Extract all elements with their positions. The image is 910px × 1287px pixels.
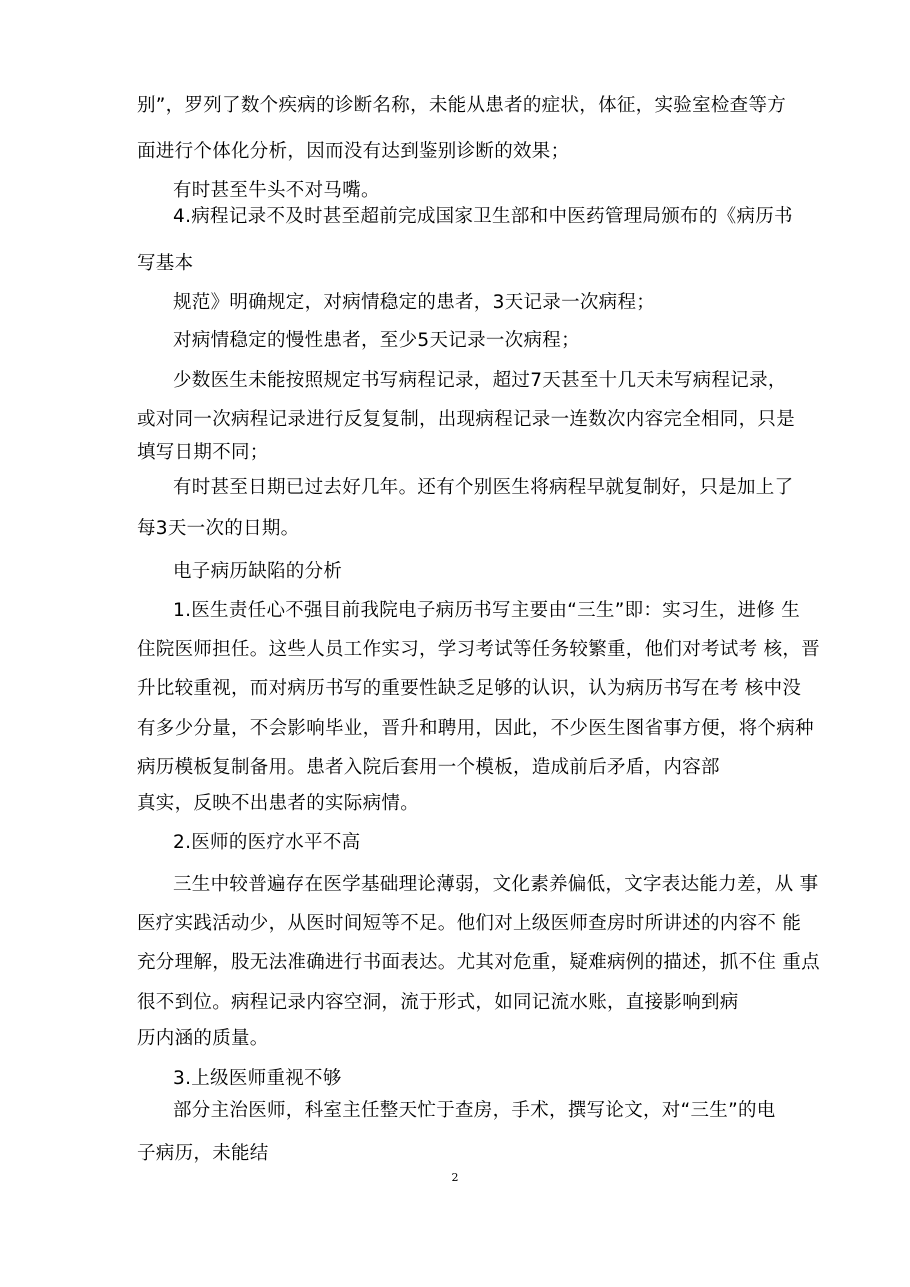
text-line: 历内涵的质量。 bbox=[137, 1028, 269, 1049]
text-line: 充分理解，股无法准确进行书面表达。尤其对危重，疑难病例的描述，抓不住 重点 bbox=[137, 952, 820, 973]
text-line: 真实，反映不出患者的实际病情。 bbox=[137, 793, 420, 814]
text-line: 有时甚至牛头不对马嘴。 bbox=[173, 180, 380, 201]
text-line: 病历模板复制备用。患者入院后套用一个模板，造成前后矛盾，内容部 bbox=[137, 757, 720, 778]
page-number: 2 bbox=[451, 1171, 459, 1184]
text-line: 住院医师担任。这些人员工作实习，学习考试等任务较繁重，他们对考试考 核，晋 bbox=[137, 639, 820, 660]
text-line: 有多少分量，不会影响毕业，晋升和聘用，因此，不少医生图省事方便，将个病种 bbox=[137, 718, 814, 739]
text-line: 填写日期不同； bbox=[137, 442, 269, 463]
section-heading: 3.上级医师重视不够 bbox=[173, 1068, 342, 1089]
text-line: 面进行个体化分析，因而没有达到鉴别诊断的效果； bbox=[137, 141, 570, 162]
text-line: 升比较重视，而对病历书写的重要性缺乏足够的认识，认为病历书写在考 核中没 bbox=[137, 678, 802, 699]
text-line: 医疗实践活动少，从医时间短等不足。他们对上级医师查房时所讲述的内容不 能 bbox=[137, 913, 802, 934]
text-line: 规范》明确规定，对病情稳定的患者，3天记录一次病程； bbox=[173, 292, 656, 313]
text-line: 很不到位。病程记录内容空洞，流于形式，如同记流水账，直接影响到病 bbox=[137, 992, 739, 1013]
text-line: 别”，罗列了数个疾病的诊断名称，未能从患者的症状，体征，实验室检查等方 bbox=[137, 95, 787, 116]
text-line: 每3天一次的日期。 bbox=[137, 518, 300, 539]
text-line: 1.医生责任心不强目前我院电子病历书写主要由“三生”即：实习生，进修 生 bbox=[173, 600, 801, 621]
text-line: 写基本 bbox=[137, 253, 194, 274]
section-heading: 电子病历缺陷的分析 bbox=[173, 561, 343, 582]
text-line: 少数医生未能按照规定书写病程记录，超过7天甚至十几天未写病程记录， bbox=[173, 370, 787, 391]
text-line: 子病历，未能结 bbox=[137, 1143, 269, 1164]
text-line: 或对同一次病程记录进行反复复制，出现病程记录一连数次内容完全相同，只是 bbox=[137, 409, 796, 430]
text-line: 对病情稳定的慢性患者，至少5天记录一次病程； bbox=[173, 330, 580, 351]
text-line: 4.病程记录不及时甚至超前完成国家卫生部和中医药管理局颁布的《病历书 bbox=[173, 206, 793, 227]
section-heading: 2.医师的医疗水平不高 bbox=[173, 832, 361, 853]
text-line: 部分主治医师，科室主任整天忙于查房，手术，撰写论文，对“三生”的电 bbox=[173, 1100, 776, 1121]
text-line: 有时甚至日期已过去好几年。还有个别医生将病程早就复制好，只是加上了 bbox=[173, 477, 794, 498]
text-line: 三生中较普遍存在医学基础理论薄弱，文化素养偏低，文字表达能力差，从 事 bbox=[173, 874, 819, 895]
